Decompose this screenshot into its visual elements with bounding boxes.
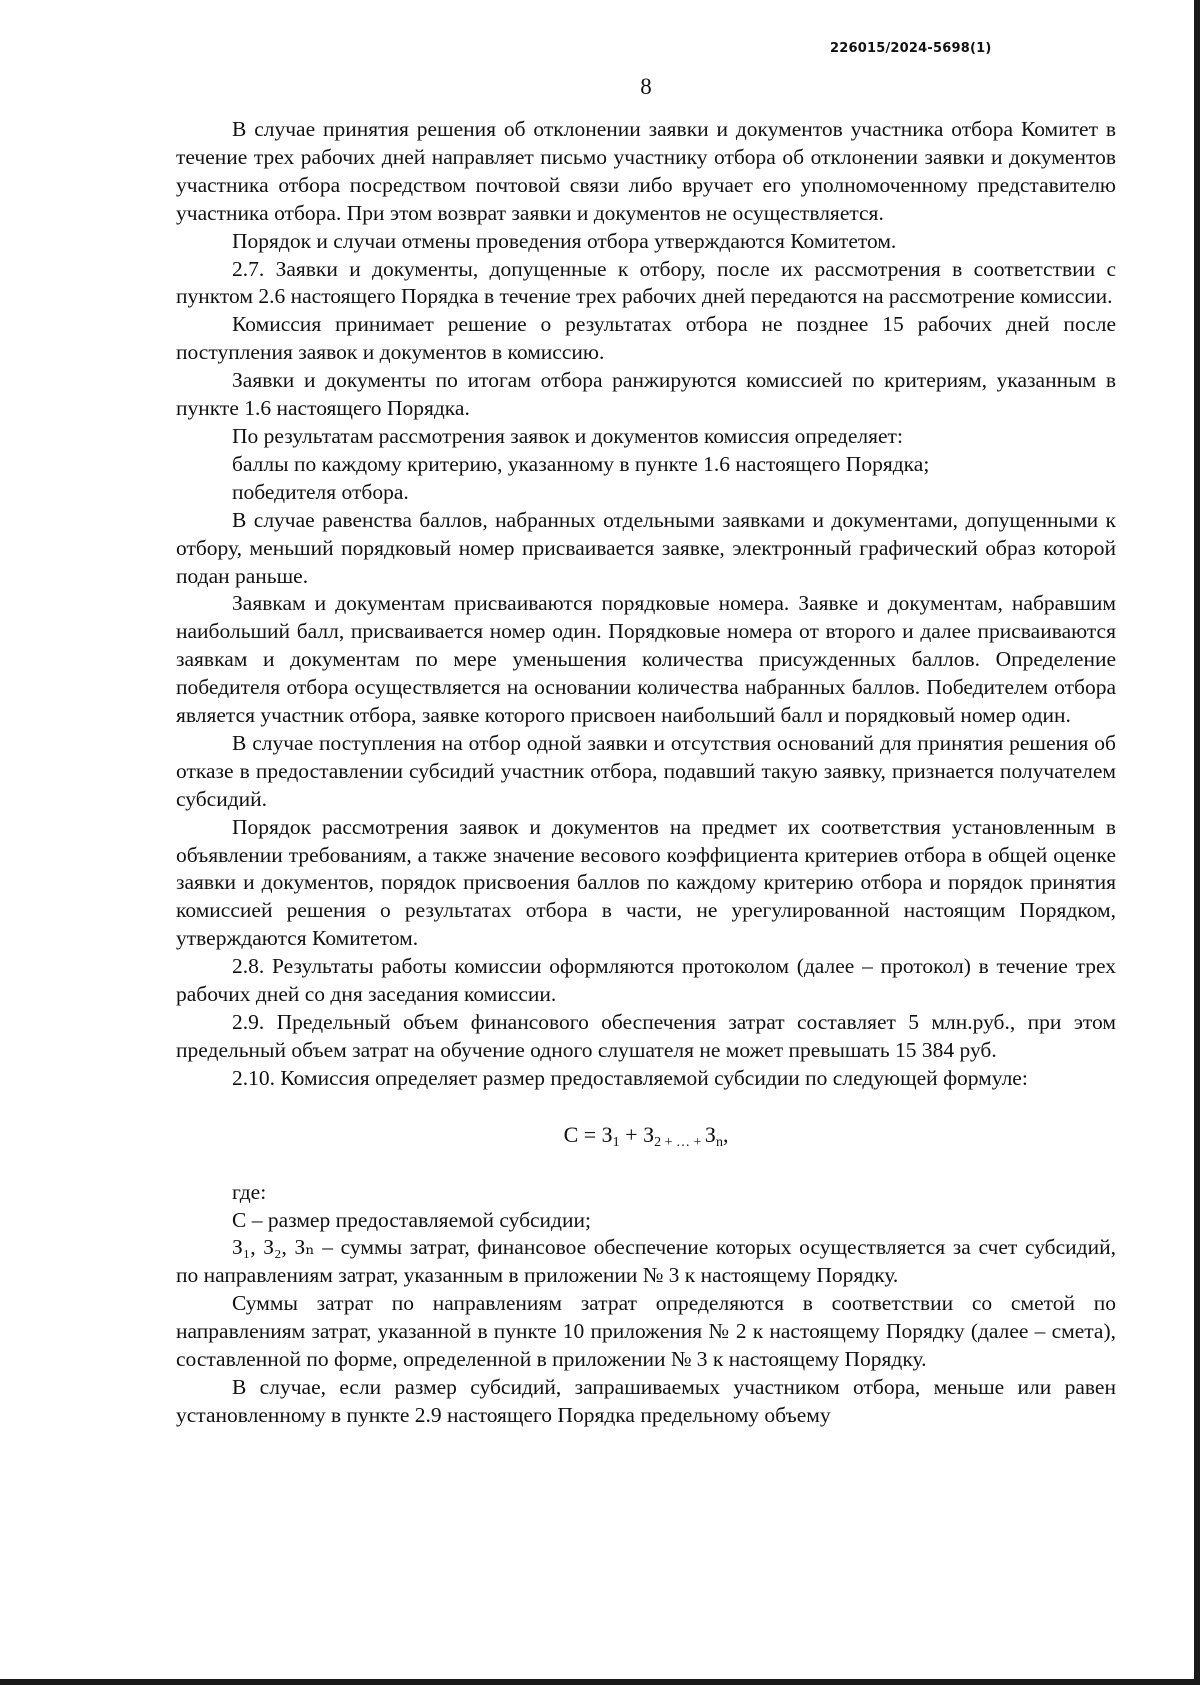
formula-subscript: 2 + … + xyxy=(654,1134,705,1150)
paragraph: баллы по каждому критерию, указанному в пункте 1.6 настоящего Порядка; xyxy=(232,451,930,476)
paragraph: В случае принятия решения об отклонении заявки и документов участника отбора Комитет в течение трех рабочих дней направляет письмо участнику отбора об отклонении заявки и документов участника отбора посредством почтовой связи либо вручает его уполномоченному представителю участника отбора. При этом возврат заявки и документов не осуществляется. xyxy=(176,117,1116,225)
document-body xyxy=(176,116,1116,1430)
subsidy-formula xyxy=(176,1121,1116,1149)
paragraph: Заявкам и документам присваиваются порядковые номера. Заявке и документам, набравшим наибольший балл, присваивается номер один. Порядковые номера от второго и далее присваиваются заявкам и документам по мере уменьшения количества присужденных баллов. Определение победителя отбора осуществляется на основании количества набранных баллов. Победителем отбора является участник отбора, заявке которого присвоен наибольший балл и порядковый номер один. xyxy=(176,591,1116,728)
paragraph: Суммы затрат по направлениям затрат определяются в соответствии со сметой по направлениям затрат, указанной в пункте 10 приложения № 2 к настоящему Порядку (далее – смета), составленной по форме, определенной в приложении № 3 к настоящему Порядку. xyxy=(176,1291,1116,1372)
paragraph: Заявки и документы по итогам отбора ранжируются комиссией по критериям, указанным в пункте 1.6 настоящего Порядка. xyxy=(176,368,1116,421)
scan-border-right xyxy=(1194,0,1200,1685)
formula-subscript: n xyxy=(715,1134,723,1150)
paragraph: По результатам рассмотрения заявок и документов комиссия определяет: xyxy=(232,423,903,448)
page-number: 8 xyxy=(640,74,652,99)
formula-part: , xyxy=(722,1121,729,1147)
paragraph: где: xyxy=(232,1179,267,1204)
paragraph: 2.8. Результаты работы комиссии оформляются протоколом (далее – протокол) в течение трех рабочих дней со дня заседания комиссии. xyxy=(176,954,1116,1007)
paragraph: Порядок и случаи отмены проведения отбора утверждаются Комитетом. xyxy=(232,228,897,253)
paragraph: З₁, З₂, Зₙ – суммы затрат, финансовое обеспечение которых осуществляется за счет субсидий, по направлениям затрат, указанным в приложении № 3 к настоящему Порядку. xyxy=(176,1235,1116,1288)
paragraph: Порядок рассмотрения заявок и документов на предмет их соответствия установленным в объявлении требованиям, а также значение весового коэффициента критериев отбора в общей оценке заявки и документов, порядок присвоения баллов по каждому критерию отбора и порядок принятия комиссией решения о результатах отбора в части, не урегулированной настоящим Порядком, утверждаются Комитетом. xyxy=(176,814,1116,951)
paragraph: 2.7. Заявки и документы, допущенные к отбору, после их рассмотрения в соответствии с пунктом 2.6 настоящего Порядка в течение трех рабочих дней передаются на рассмотрение комиссии. xyxy=(176,256,1116,309)
formula-part: + З xyxy=(619,1121,655,1147)
formula-subscript: 1 xyxy=(612,1134,620,1150)
paragraph: В случае равенства баллов, набранных отдельными заявками и документами, допущенными к отбору, меньший порядковый номер присваивается заявке, электронный графический образ которой подан раньше. xyxy=(176,507,1116,588)
document-id: 226015/2024-5698(1) xyxy=(830,41,992,56)
formula-part: З xyxy=(704,1121,716,1147)
paragraph: В случае поступления на отбор одной заявки и отсутствия оснований для принятия решения об отказе в предоставлении субсидий участник отбора, подавший такую заявку, признается получателем субсидий. xyxy=(176,730,1116,811)
paragraph: 2.9. Предельный объем финансового обеспечения затрат составляет 5 млн.руб., при этом предельный объем затрат на обучение одного слушателя не может превышать 15 384 руб. xyxy=(176,1010,1116,1062)
paragraph: С – размер предоставляемой субсидии; xyxy=(232,1207,591,1232)
paragraph: Комиссия принимает решение о результатах отбора не позднее 15 рабочих дней после поступления заявок и документов в комиссию. xyxy=(176,312,1116,365)
paragraph: 2.10. Комиссия определяет размер предоставляемой субсидии по следующей формуле: xyxy=(232,1065,1028,1090)
paragraph: В случае, если размер субсидий, запрашиваемых участником отбора, меньше или равен установленному в пункте 2.9 настоящего Порядка предельному объему xyxy=(176,1374,1116,1427)
scan-border-bottom xyxy=(0,1679,1200,1685)
paragraph: победителя отбора. xyxy=(232,479,409,504)
formula-part: С = З xyxy=(563,1121,613,1147)
